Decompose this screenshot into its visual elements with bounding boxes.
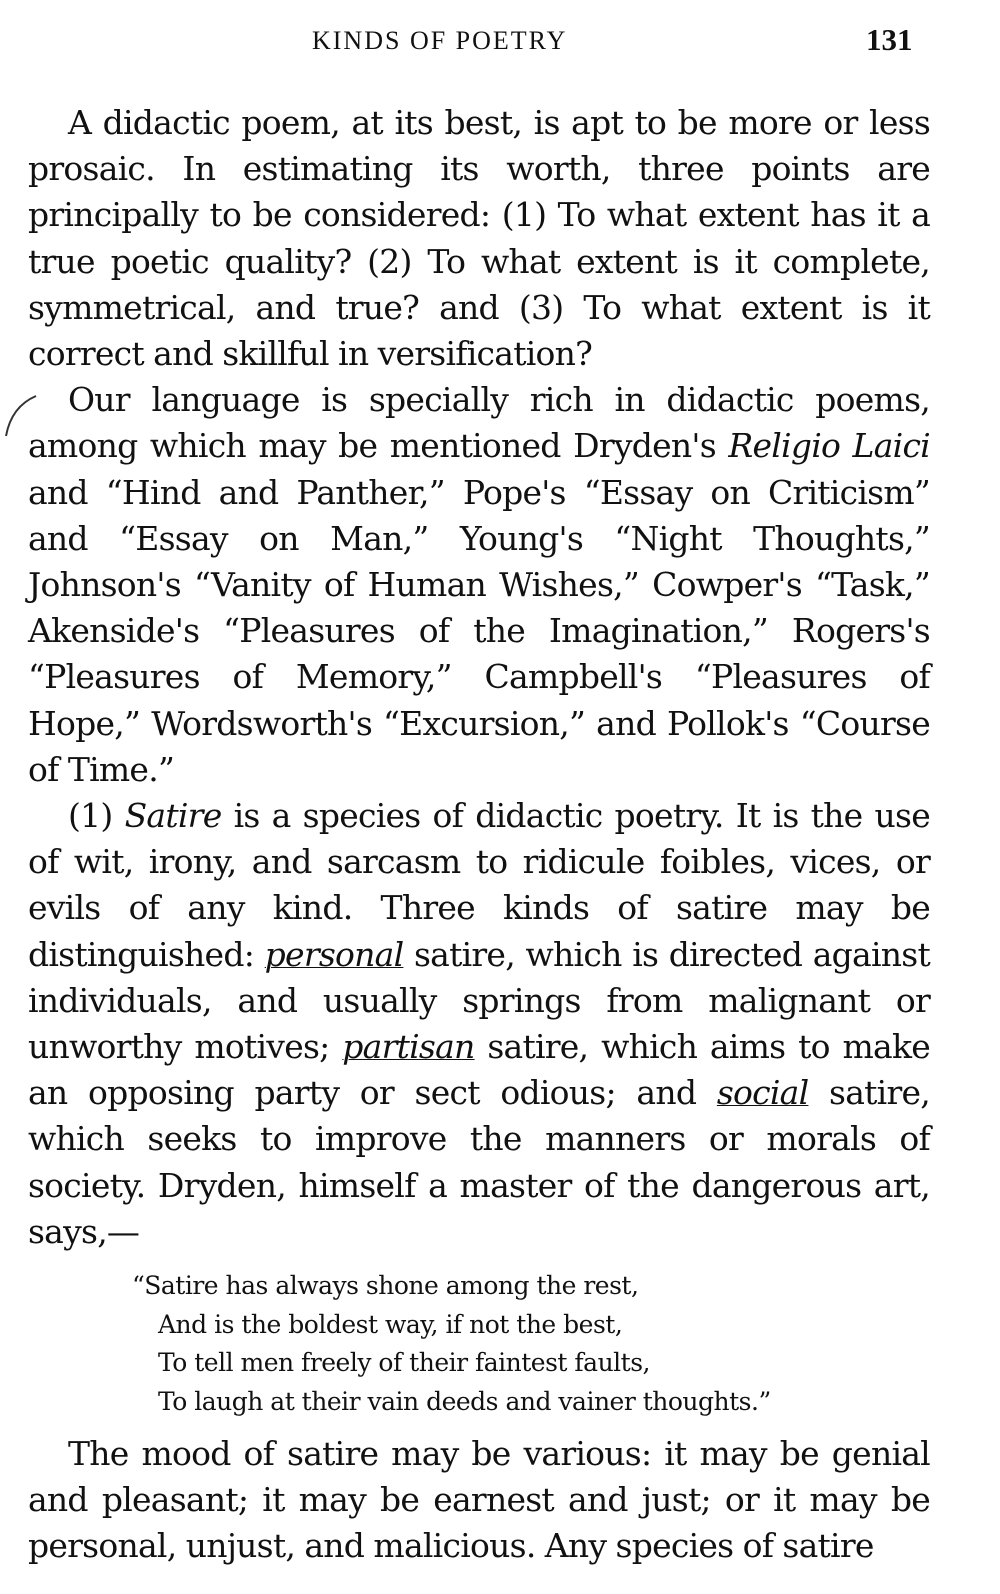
quote-line: To tell men freely of their faintest faults,	[158, 1348, 651, 1378]
term-personal: personal	[264, 934, 404, 974]
term-partisan: partisan	[342, 1027, 475, 1067]
paragraph-text: satire, which seeks to improve the manners or morals of society. Dryden, himself a master of the dangerous art, says,—	[28, 1073, 930, 1251]
body-text	[28, 100, 930, 1570]
quote-line: To laugh at their vain deeds and vainer thoughts.”	[158, 1386, 771, 1416]
running-head-title: KINDS OF POETRY	[312, 26, 568, 55]
dryden-quote	[28, 1267, 930, 1421]
paragraph-text: is a species of didactic poetry. It is the use of wit, irony, and sarcasm to ridicule foibles, vices, or evils of any kind. Three kinds of satire may be distinguished:	[28, 796, 930, 974]
quote-line: “Satire has always shone among the rest,	[132, 1271, 639, 1301]
page-number: 131	[866, 22, 913, 57]
paragraph-text: Our language is specially rich in didactic poems, among which may be mentioned Dryden's	[28, 380, 930, 466]
paragraph-text: (1)	[68, 796, 125, 836]
paragraph-text: satire, which is directed against individuals, and usually springs from malignant or unworthy motives;	[28, 934, 930, 1067]
paragraph-didactic-examples	[28, 377, 930, 793]
term-social: social	[716, 1073, 809, 1113]
italic-title-religio-laici: Religio Laici	[728, 426, 930, 466]
paragraph-satire	[28, 793, 930, 1255]
paragraph-text: and “Hind and Panther,” Pope's “Essay on Criticism” and “Essay on Man,” Young's “Night Thoughts,” Johnson's “Vanity of Human Wishes,” Cowper's “Task,” Akenside's “Pleasures of the Imagination,” Rogers's “Pleasures of Memory,” Campbell's “Pleasures of Hope,” Wordsworth's “Excursion,” and Pollok's “Course of Time.”	[28, 472, 930, 789]
paragraph-didactic-poem: A didactic poem, at its best, is apt to be more or less prosaic. In estimating its worth, three points are principally to be considered: (1) To what extent has it a true poetic quality? (2) To what extent is it complete, symmetrical, and true? and (3) To what extent is it correct and skillful in versification?	[28, 103, 930, 374]
term-satire: Satire	[124, 796, 222, 836]
running-head	[0, 22, 1000, 62]
quote-line: And is the boldest way, if not the best,	[158, 1309, 623, 1339]
paragraph-text: satire, which aims to make an opposing party or sect odious; and	[28, 1027, 930, 1113]
paragraph-satire-mood: The mood of satire may be various: it may be genial and pleasant; it may be earnest and just; or it may be personal, unjust, and malicious. Any species of satire	[28, 1434, 930, 1566]
